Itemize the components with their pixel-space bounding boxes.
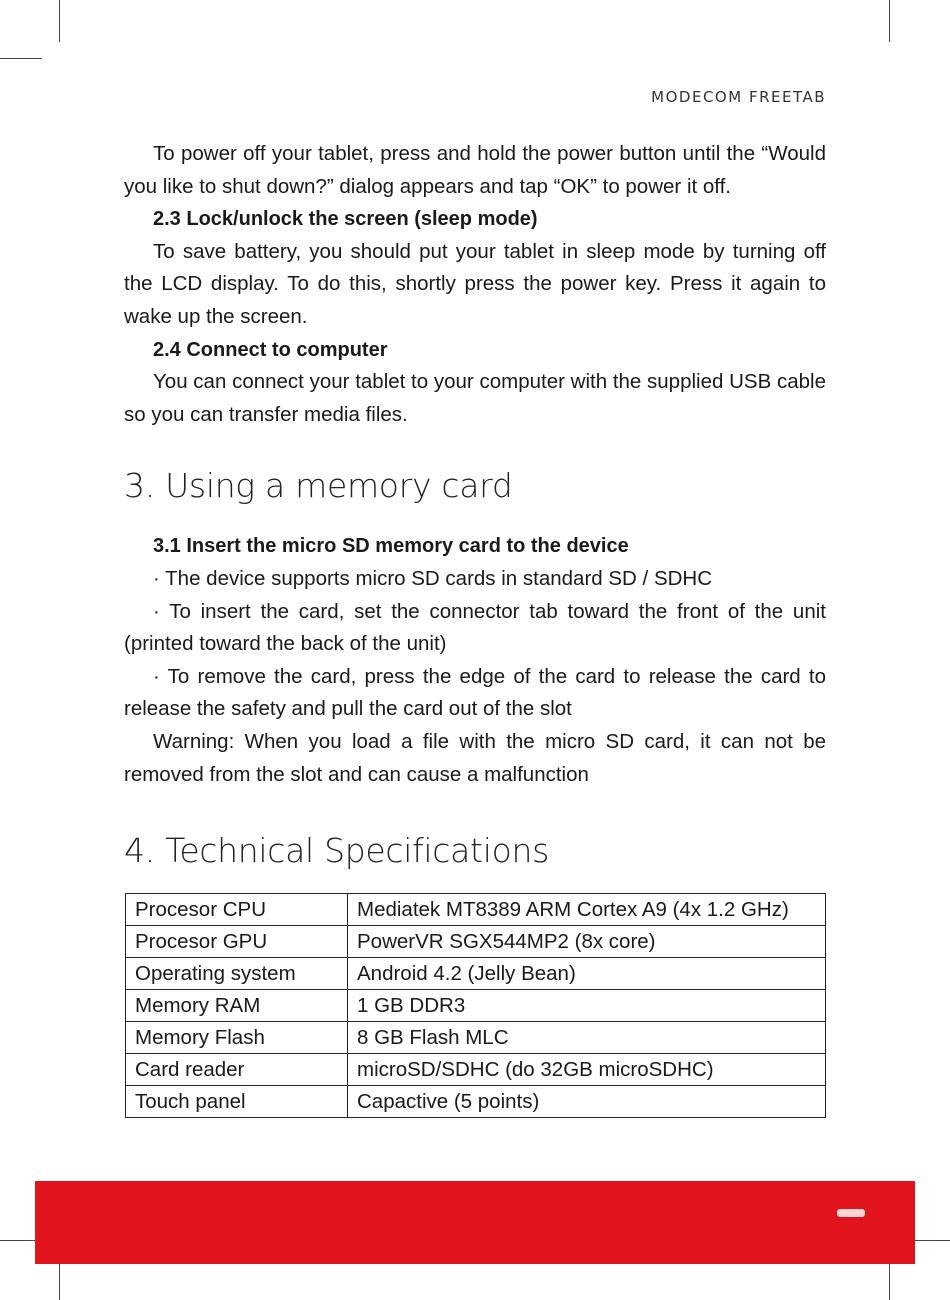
- section-4-heading: 4. Technical Specifications: [124, 831, 549, 871]
- intro-paragraph: To power off your tablet, press and hold the power button until the “Would you like to shut down?” dialog appears and tap “OK” to power it off.: [124, 142, 826, 198]
- spec-value: Android 4.2 (Jelly Bean): [348, 958, 826, 990]
- section-3-1-title: 3.1 Insert the micro SD memory card to the device: [153, 535, 629, 558]
- table-row: [126, 1022, 826, 1054]
- spec-label: Memory RAM: [126, 990, 348, 1022]
- page-number-mark: [837, 1209, 865, 1217]
- bullet-item: · To remove the card, press the edge of the card to release the card to release the safety and pull the card out of the slot: [124, 664, 826, 721]
- spec-value: microSD/SDHC (do 32GB microSDHC): [348, 1054, 826, 1086]
- spec-label: Operating system: [126, 958, 348, 990]
- section-2-3-body: To save battery, you should put your tablet in sleep mode by turning off the LCD display. To do this, shortly press the power key. Press it again to wake up the screen.: [124, 239, 826, 328]
- spec-table: [125, 893, 826, 1118]
- spec-label: Procesor GPU: [126, 926, 348, 958]
- section-2-4-title: 2.4 Connect to computer: [153, 338, 388, 361]
- table-row: [126, 958, 826, 990]
- section-3-heading: 3. Using a memory card: [124, 466, 513, 506]
- table-row: [126, 1054, 826, 1086]
- spec-value: 8 GB Flash MLC: [348, 1022, 826, 1054]
- spec-label: Card reader: [126, 1054, 348, 1086]
- footer-bar: [35, 1181, 915, 1264]
- page-header-brand: MODECOM FREETAB: [651, 88, 826, 106]
- warning-paragraph: Warning: When you load a file with the micro SD card, it can not be removed from the slot and can cause a malfunction: [124, 729, 826, 786]
- bullet-item: · To insert the card, set the connector tab toward the front of the unit (printed toward the back of the unit): [124, 599, 826, 656]
- crop-mark-bottom-left-v: [59, 1258, 60, 1300]
- page-content: [124, 138, 826, 1118]
- table-row: [126, 926, 826, 958]
- bullet-item: · The device supports micro SD cards in standard SD / SDHC: [153, 566, 713, 590]
- spec-value: Capactive (5 points): [348, 1086, 826, 1118]
- crop-mark-top-left-v: [59, 0, 60, 42]
- spec-value: PowerVR SGX544MP2 (8x core): [348, 926, 826, 958]
- table-row: [126, 894, 826, 926]
- spec-label: Procesor CPU: [126, 894, 348, 926]
- crop-mark-top-left-h: [0, 58, 42, 59]
- spec-value: 1 GB DDR3: [348, 990, 826, 1022]
- table-row: [126, 1086, 826, 1118]
- table-row: [126, 990, 826, 1022]
- section-2-4-body: You can connect your tablet to your computer with the supplied USB cable so you can transfer media files.: [124, 370, 826, 426]
- section-2-3-title: 2.3 Lock/unlock the screen (sleep mode): [153, 208, 538, 231]
- crop-mark-top-right-v: [889, 0, 890, 42]
- spec-label: Touch panel: [126, 1086, 348, 1118]
- crop-mark-bottom-right-v: [889, 1258, 890, 1300]
- spec-label: Memory Flash: [126, 1022, 348, 1054]
- spec-value: Mediatek MT8389 ARM Cortex A9 (4x 1.2 GHz): [348, 894, 826, 926]
